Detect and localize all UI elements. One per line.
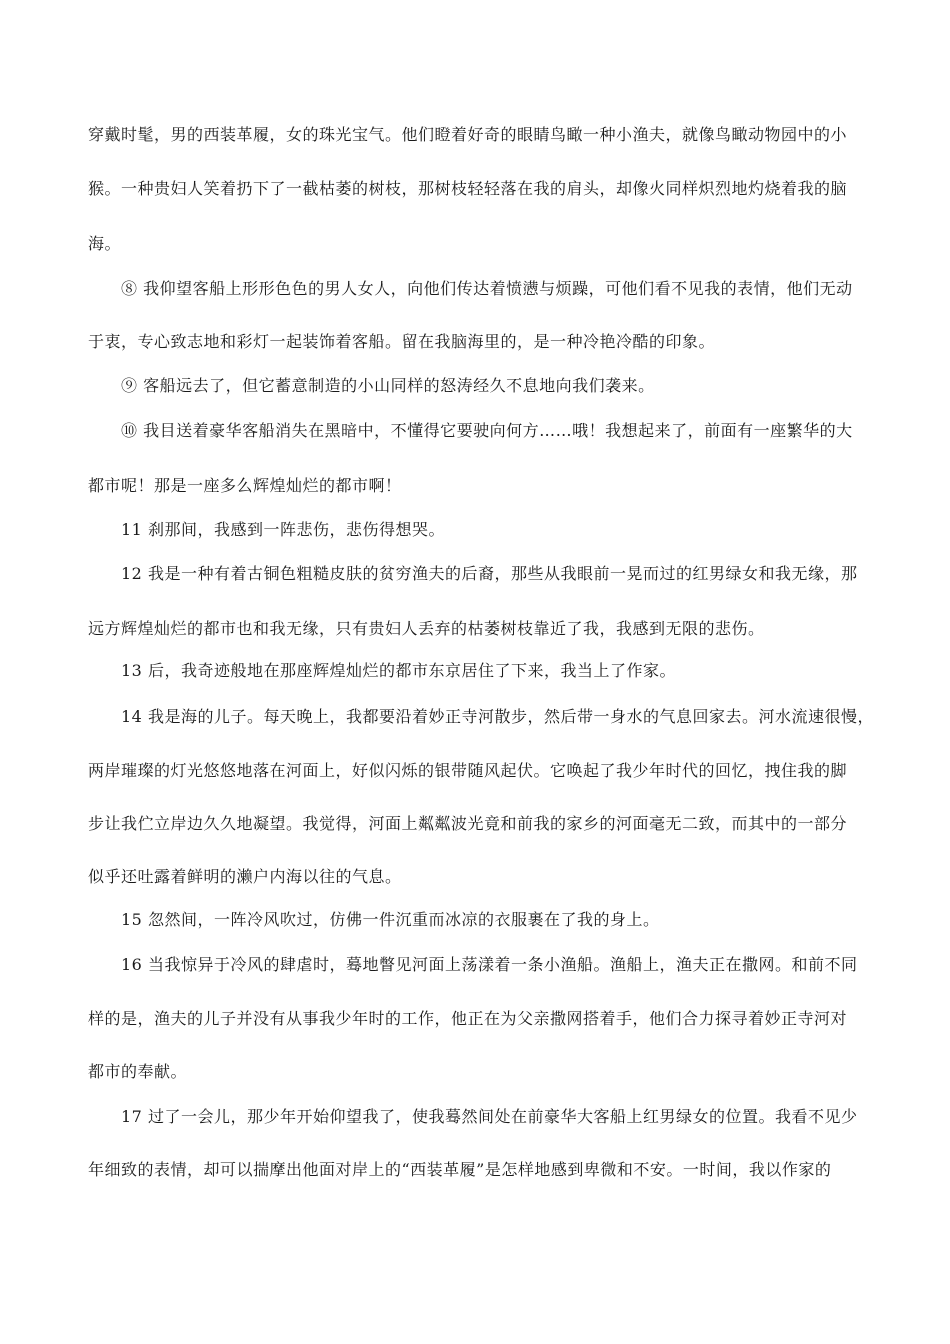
paragraph-9-line: ⑨ 客船远去了，但它蓄意制造的小山同样的怒涛经久不息地向我们袭来。 bbox=[121, 376, 655, 395]
text-line: 猴。一种贵妇人笑着扔下了一截枯萎的树枝，那树枝轻轻落在我的肩头，却像火同样炽烈地灼烧着我的脑 bbox=[88, 179, 848, 198]
text-line: 于衷，专心致志地和彩灯一起装饰着客船。留在我脑海里的，是一种冷艳冷酷的印象。 bbox=[88, 332, 716, 351]
text-line: 都市呢！那是一座多么辉煌灿烂的都市啊！ bbox=[88, 476, 402, 495]
text-line: 样的是，渔夫的儿子并没有从事我少年时的工作，他正在为父亲撒网搭着手，他们合力探寻着妙正寺河对 bbox=[88, 1009, 848, 1028]
text-line: 穿戴时髦，男的西装革履，女的珠光宝气。他们瞪着好奇的眼睛鸟瞰一种小渔夫，就像鸟瞰动物园中的小 bbox=[88, 125, 848, 144]
paragraph-17-line: 17 过了一会儿，那少年开始仰望我了，使我蓦然间处在前豪华大客船上红男绿女的位置。我看不见少 bbox=[121, 1107, 858, 1126]
text-line: 远方辉煌灿烂的都市也和我无缘，只有贵妇人丢弃的枯萎树枝靠近了我，我感到无限的悲伤。 bbox=[88, 619, 765, 638]
paragraph-16-line: 16 当我惊异于冷风的肆虐时，蓦地瞥见河面上荡漾着一条小渔船。渔船上，渔夫正在撒网。和前不同 bbox=[121, 955, 858, 974]
text-line: 年细致的表情，却可以揣摩出他面对岸上的“西装革履”是怎样地感到卑微和不安。一时间，我以作家的 bbox=[88, 1160, 832, 1179]
text-line: 都市的奉献。 bbox=[88, 1062, 188, 1081]
text-line: 两岸璀璨的灯光悠悠地落在河面上，好似闪烁的银带随风起伏。它唤起了我少年时代的回忆，拽住我的脚 bbox=[88, 761, 848, 780]
paragraph-10-line: ⑩ 我目送着豪华客船消失在黑暗中，不懂得它要驶向何方……哦！我想起来了，前面有一座繁华的大 bbox=[121, 421, 853, 440]
paragraph-13-line: 13 后，我奇迹般地在那座辉煌灿烂的都市东京居住了下来，我当上了作家。 bbox=[121, 661, 676, 680]
paragraph-15-line: 15 忽然间，一阵冷风吹过，仿佛一件沉重而冰凉的衣服裹在了我的身上。 bbox=[121, 910, 660, 929]
paragraph-11-line: 11 刹那间，我感到一阵悲伤，悲伤得想哭。 bbox=[121, 520, 445, 539]
text-line: 海。 bbox=[88, 234, 122, 253]
text-line: 似乎还吐露着鲜明的濑户内海以往的气息。 bbox=[88, 867, 402, 886]
paragraph-8-line: ⑧ 我仰望客船上形形色色的男人女人，向他们传达着愤懑与烦躁，可他们看不见我的表情，他们无动 bbox=[121, 279, 853, 298]
text-line: 步让我伫立岸边久久地凝望。我觉得，河面上粼粼波光竟和前我的家乡的河面毫无二致，而其中的一部分 bbox=[88, 814, 848, 833]
paragraph-14-line: 14 我是海的儿子。每天晚上，我都要沿着妙正寺河散步，然后带一身水的气息回家去。河水流速很慢， bbox=[121, 707, 874, 726]
paragraph-12-line: 12 我是一种有着古铜色粗糙皮肤的贫穷渔夫的后裔，那些从我眼前一晃而过的红男绿女和我无缘，那 bbox=[121, 564, 858, 583]
